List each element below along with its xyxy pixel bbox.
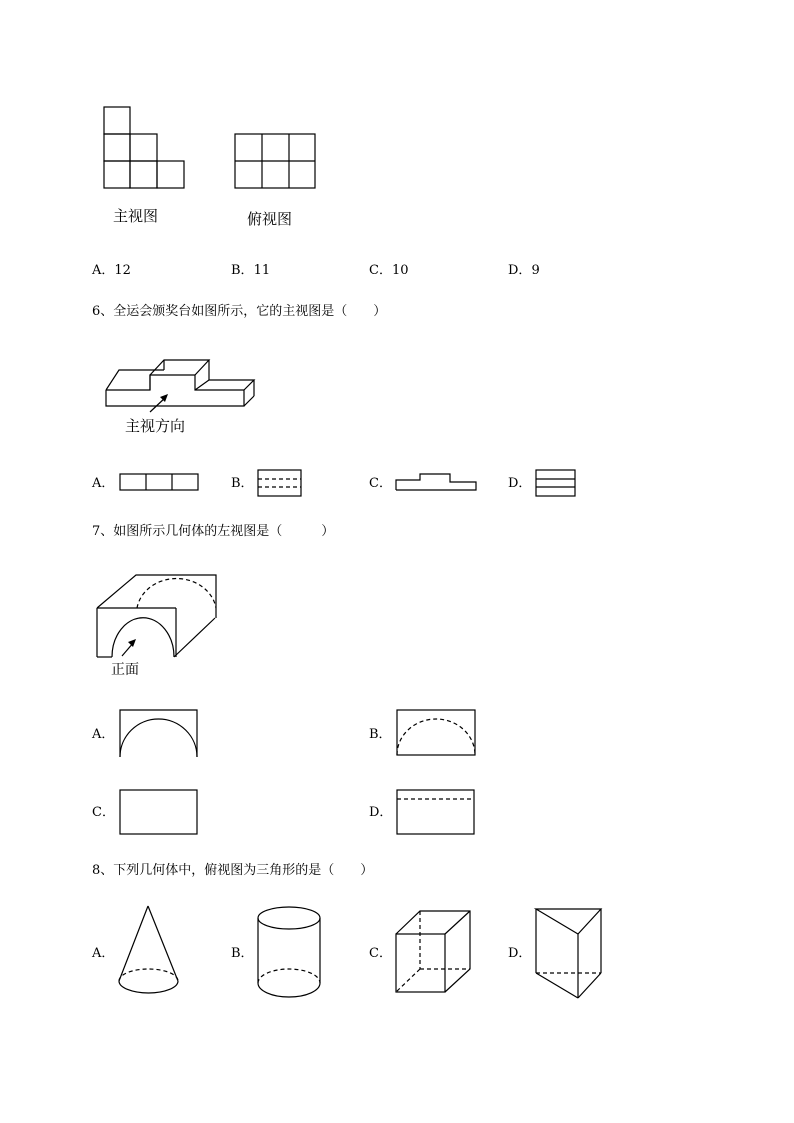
q7-option-c[interactable]: C． [92, 805, 115, 820]
q7-question: 7、如图所示几何体的左视图是（ ） [92, 524, 335, 539]
front-face-label: 正面 [111, 662, 139, 678]
q8-option-b[interactable]: B． [231, 946, 254, 961]
q5-option-a[interactable]: A．12 [92, 263, 131, 278]
q8-option-c[interactable]: C． [369, 946, 392, 961]
q5-option-c[interactable]: C．10 [369, 263, 409, 278]
podium-direction-label: 主视方向 [125, 417, 186, 435]
q6-option-a[interactable]: A． [92, 476, 115, 491]
q8-question: 8、下列几何体中，俯视图为三角形的是（ ） [92, 863, 374, 878]
top-view-label: 俯视图 [247, 210, 293, 228]
q7-option-a[interactable]: A． [92, 727, 115, 742]
q7-option-b[interactable]: B． [369, 727, 392, 742]
q8-option-a[interactable]: A． [92, 946, 115, 961]
q6-option-b[interactable]: B． [231, 476, 254, 491]
q5-option-d[interactable]: D．9 [508, 263, 540, 278]
q8-option-d[interactable]: D． [508, 946, 532, 961]
q7-option-d[interactable]: D． [369, 805, 393, 820]
q6-question: 6、全运会颁奖台如图所示，它的主视图是（ ） [92, 304, 387, 319]
q6-option-d[interactable]: D． [508, 476, 532, 491]
q6-option-c[interactable]: C． [369, 476, 392, 491]
q5-option-b[interactable]: B．11 [231, 263, 271, 278]
front-view-label: 主视图 [113, 207, 159, 225]
